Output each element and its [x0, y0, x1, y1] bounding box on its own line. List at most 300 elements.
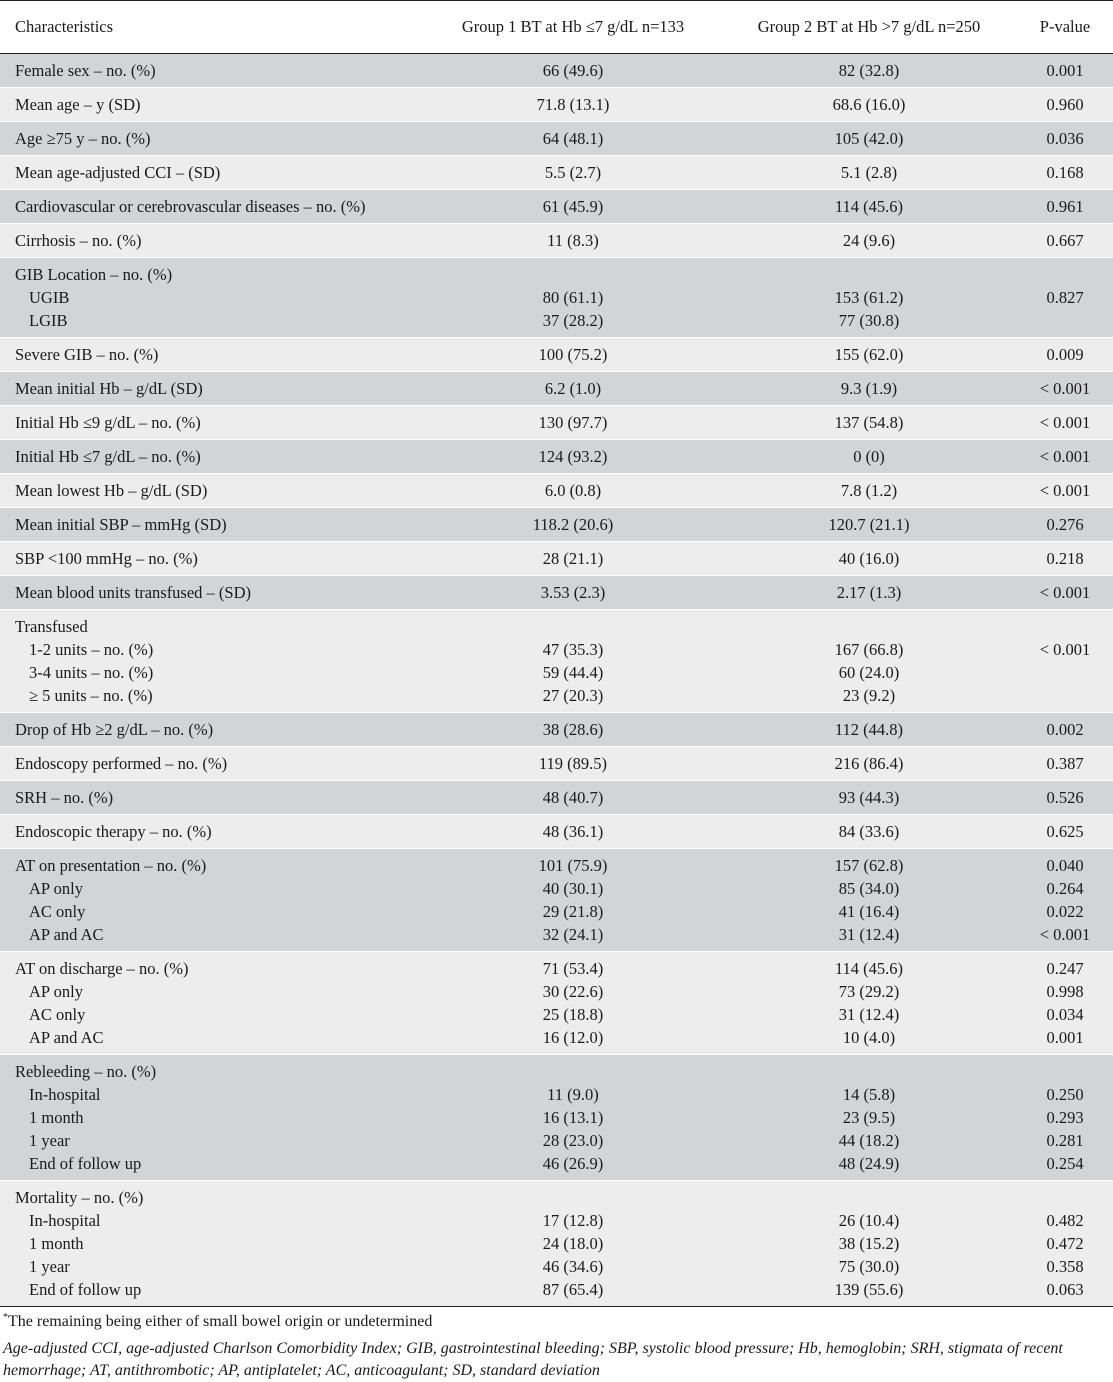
- characteristic-text: AC only: [29, 902, 86, 921]
- table-row: [0, 952, 1113, 1055]
- group-2-value-cell: [721, 576, 1017, 610]
- group-2-value-cell: [721, 258, 1017, 338]
- group-1-value-text: 27 (20.3): [542, 686, 604, 705]
- group-1-value-text: [425, 263, 721, 286]
- characteristic-text: Endoscopy performed – no. (%): [15, 754, 228, 773]
- group-2-value-text: 14 (5.8): [842, 1085, 896, 1104]
- table-row: [0, 156, 1113, 190]
- p-value-cell: [1017, 542, 1113, 576]
- group-1-value-cell: [425, 190, 721, 224]
- group-2-value-cell: [721, 713, 1017, 747]
- p-value-text: 0.960: [1046, 95, 1084, 114]
- characteristic-text: Rebleeding – no. (%): [15, 1062, 157, 1081]
- group-1-value-text: 11 (9.0): [547, 1085, 599, 1104]
- characteristic-text: LGIB: [29, 311, 68, 330]
- characteristic-text: Mean age-adjusted CCI – (SD): [15, 163, 221, 182]
- group-1-value-text: 16 (13.1): [542, 1108, 604, 1127]
- characteristic-text: Age ≥75 y – no. (%): [15, 129, 151, 148]
- header-group-1: Group 1 BT at Hb ≤7 g/dL n=133: [425, 1, 721, 54]
- table-row: [0, 508, 1113, 542]
- p-value-cell: [1017, 815, 1113, 849]
- characteristic-cell: [0, 406, 425, 440]
- characteristic-cell: [0, 88, 425, 122]
- p-value-text: 0.482: [1046, 1211, 1084, 1230]
- group-1-value-cell: [425, 576, 721, 610]
- group-1-value-cell: [425, 440, 721, 474]
- group-1-value-text: 28 (21.1): [542, 549, 604, 568]
- group-2-value-text: 139 (55.6): [834, 1280, 904, 1299]
- characteristic-cell: [0, 815, 425, 849]
- footnote: [3, 1311, 1110, 1333]
- group-2-value-cell: [721, 122, 1017, 156]
- group-1-value-text: 124 (93.2): [538, 447, 608, 466]
- group-2-value-cell: [721, 474, 1017, 508]
- characteristic-text: 3-4 units – no. (%): [29, 663, 154, 682]
- table-row: [0, 440, 1113, 474]
- characteristic-text: ≥ 5 units – no. (%): [29, 686, 153, 705]
- group-1-value-text: 6.0 (0.8): [544, 481, 602, 500]
- group-1-value-text: 16 (12.0): [542, 1028, 604, 1047]
- group-1-value-text: [425, 1186, 721, 1209]
- characteristic-cell: [0, 190, 425, 224]
- table-row: [0, 1055, 1113, 1181]
- group-2-value-text: 41 (16.4): [838, 902, 900, 921]
- group-1-value-text: 6.2 (1.0): [544, 379, 602, 398]
- p-value-cell: [1017, 576, 1113, 610]
- characteristic-text: Female sex – no. (%): [15, 61, 156, 80]
- abbreviations: Age-adjusted CCI, age-adjusted Charlson Comorbidity Index; GIB, gastrointestinal bleeding; SBP, systolic blood pressure; Hb, hemoglobin; SRH, stigmata of recent hemorrhage; AT, antithrombotic; AP, antiplatelet; AC, anticoagulant; SD, standard deviation: [3, 1340, 1063, 1379]
- p-value-text: < 0.001: [1039, 925, 1091, 944]
- header-p-value: P-value: [1017, 1, 1113, 54]
- group-1-value-cell: [425, 781, 721, 815]
- group-1-value-cell: [425, 542, 721, 576]
- group-1-value-text: 46 (34.6): [542, 1257, 604, 1276]
- group-1-value-text: 30 (22.6): [542, 982, 604, 1001]
- table-row: [0, 224, 1113, 258]
- group-2-value-cell: [721, 224, 1017, 258]
- group-1-value-text: 64 (48.1): [542, 129, 604, 148]
- p-value-cell: [1017, 338, 1113, 372]
- group-1-value-cell: [425, 747, 721, 781]
- p-value-cell: [1017, 1055, 1113, 1181]
- table-row: [0, 54, 1113, 88]
- characteristic-text: AP and AC: [29, 925, 104, 944]
- characteristic-text: Drop of Hb ≥2 g/dL – no. (%): [15, 720, 214, 739]
- p-value-text: [1017, 615, 1113, 638]
- group-1-value-text: 40 (30.1): [542, 879, 604, 898]
- group-1-value-text: 48 (36.1): [542, 822, 604, 841]
- characteristic-text: UGIB: [29, 288, 70, 307]
- characteristic-text: Cardiovascular or cerebrovascular diseases – no. (%): [15, 197, 366, 216]
- characteristic-text: 1 year: [29, 1257, 70, 1276]
- group-1-value-cell: [425, 713, 721, 747]
- p-value-text: 0.168: [1046, 163, 1084, 182]
- characteristic-text: End of follow up: [29, 1280, 142, 1299]
- p-value-text: [1017, 661, 1113, 684]
- p-value-text: 0.022: [1046, 902, 1084, 921]
- characteristic-text: SBP <100 mmHg – no. (%): [15, 549, 198, 568]
- characteristic-cell: [0, 542, 425, 576]
- group-1-value-text: 119 (89.5): [538, 754, 608, 773]
- group-1-value-text: 32 (24.1): [542, 925, 604, 944]
- group-1-value-cell: [425, 88, 721, 122]
- group-2-value-cell: [721, 88, 1017, 122]
- p-value-text: < 0.001: [1039, 640, 1091, 659]
- characteristic-text: In-hospital: [29, 1211, 101, 1230]
- group-2-value-text: 10 (4.0): [842, 1028, 896, 1047]
- p-value-text: < 0.001: [1039, 447, 1091, 466]
- characteristic-text: AT on presentation – no. (%): [15, 856, 207, 875]
- group-2-value-text: 114 (45.6): [834, 197, 904, 216]
- group-2-value-text: 9.3 (1.9): [840, 379, 898, 398]
- table-row: [0, 338, 1113, 372]
- p-value-cell: [1017, 474, 1113, 508]
- p-value-cell: [1017, 156, 1113, 190]
- p-value-text: < 0.001: [1039, 413, 1091, 432]
- p-value-cell: [1017, 1181, 1113, 1307]
- table-row: [0, 190, 1113, 224]
- group-1-value-text: 47 (35.3): [542, 640, 604, 659]
- group-1-value-text: 29 (21.8): [542, 902, 604, 921]
- table-body: [0, 54, 1113, 1307]
- group-1-value-text: 24 (18.0): [542, 1234, 604, 1253]
- p-value-text: 0.387: [1046, 754, 1084, 773]
- p-value-text: < 0.001: [1039, 481, 1091, 500]
- group-1-value-cell: [425, 156, 721, 190]
- characteristic-text: AP only: [29, 982, 83, 1001]
- characteristic-text: Mean initial Hb – g/dL (SD): [15, 379, 203, 398]
- p-value-text: 0.036: [1046, 129, 1084, 148]
- group-1-value-cell: [425, 474, 721, 508]
- group-1-value-text: 87 (65.4): [542, 1280, 604, 1299]
- group-1-value-text: 71.8 (13.1): [536, 95, 610, 114]
- characteristic-cell: [0, 258, 425, 338]
- characteristic-text: Severe GIB – no. (%): [15, 345, 159, 364]
- table-row: [0, 258, 1113, 338]
- characteristic-text: 1-2 units – no. (%): [29, 640, 154, 659]
- group-2-value-text: 137 (54.8): [834, 413, 904, 432]
- group-2-value-cell: [721, 406, 1017, 440]
- group-2-value-cell: [721, 849, 1017, 952]
- group-1-value-text: 66 (49.6): [542, 61, 604, 80]
- group-2-value-text: 68.6 (16.0): [832, 95, 906, 114]
- p-value-text: 0.961: [1046, 197, 1084, 216]
- p-value-cell: [1017, 849, 1113, 952]
- characteristic-cell: [0, 747, 425, 781]
- table-row: [0, 122, 1113, 156]
- characteristic-cell: [0, 338, 425, 372]
- group-2-value-text: [721, 615, 1017, 638]
- footnote-text: The remaining being either of small bowel origin or undetermined: [8, 1313, 433, 1330]
- group-1-value-cell: [425, 372, 721, 406]
- characteristic-text: Mean initial SBP – mmHg (SD): [15, 515, 227, 534]
- table-row: [0, 781, 1113, 815]
- p-value-text: < 0.001: [1039, 583, 1091, 602]
- characteristic-text: Mean lowest Hb – g/dL (SD): [15, 481, 208, 500]
- p-value-text: 0.002: [1046, 720, 1084, 739]
- characteristic-cell: [0, 440, 425, 474]
- table-row: [0, 406, 1113, 440]
- p-value-text: 0.063: [1046, 1280, 1084, 1299]
- table-row: [0, 815, 1113, 849]
- group-1-value-cell: [425, 338, 721, 372]
- group-2-value-text: 167 (66.8): [834, 640, 904, 659]
- p-value-text: 0.625: [1046, 822, 1084, 841]
- table-header: [0, 1, 1113, 54]
- table-row: [0, 474, 1113, 508]
- group-2-value-cell: [721, 815, 1017, 849]
- characteristic-cell: [0, 508, 425, 542]
- p-value-text: 0.281: [1046, 1131, 1084, 1150]
- group-1-value-cell: [425, 1055, 721, 1181]
- group-1-value-text: 61 (45.9): [542, 197, 604, 216]
- p-value-text: [1017, 684, 1113, 707]
- characteristic-text: 1 month: [29, 1108, 84, 1127]
- group-2-value-text: 216 (86.4): [834, 754, 904, 773]
- group-1-value-text: 5.5 (2.7): [544, 163, 602, 182]
- group-2-value-text: 23 (9.2): [842, 686, 896, 705]
- group-1-value-text: 130 (97.7): [538, 413, 608, 432]
- group-1-value-cell: [425, 815, 721, 849]
- characteristic-cell: [0, 372, 425, 406]
- characteristic-cell: [0, 576, 425, 610]
- table-row: [0, 849, 1113, 952]
- p-value-text: [1017, 309, 1113, 332]
- characteristic-text: GIB Location – no. (%): [15, 265, 173, 284]
- p-value-text: 0.254: [1046, 1154, 1084, 1173]
- p-value-cell: [1017, 122, 1113, 156]
- group-2-value-text: [721, 1186, 1017, 1209]
- group-2-value-text: 31 (12.4): [838, 1005, 900, 1024]
- group-2-value-text: 75 (30.0): [838, 1257, 900, 1276]
- group-1-value-cell: [425, 122, 721, 156]
- p-value-text: 0.264: [1046, 879, 1084, 898]
- group-1-value-cell: [425, 952, 721, 1055]
- characteristic-cell: [0, 224, 425, 258]
- group-2-value-text: 26 (10.4): [838, 1211, 900, 1230]
- group-1-value-text: 48 (40.7): [542, 788, 604, 807]
- table-row: [0, 88, 1113, 122]
- p-value-text: 0.827: [1046, 288, 1084, 307]
- p-value-cell: [1017, 781, 1113, 815]
- characteristic-text: Cirrhosis – no. (%): [15, 231, 142, 250]
- group-1-value-text: 17 (12.8): [542, 1211, 604, 1230]
- group-2-value-text: 44 (18.2): [838, 1131, 900, 1150]
- p-value-cell: [1017, 747, 1113, 781]
- characteristic-text: Initial Hb ≤7 g/dL – no. (%): [15, 447, 201, 466]
- group-2-value-text: 38 (15.2): [838, 1234, 900, 1253]
- group-2-value-cell: [721, 610, 1017, 713]
- characteristic-cell: [0, 849, 425, 952]
- group-2-value-cell: [721, 372, 1017, 406]
- characteristic-text: Mortality – no. (%): [15, 1188, 144, 1207]
- table-row: [0, 1181, 1113, 1307]
- characteristic-cell: [0, 122, 425, 156]
- group-2-value-cell: [721, 542, 1017, 576]
- group-2-value-cell: [721, 1055, 1017, 1181]
- p-value-text: 0.009: [1046, 345, 1084, 364]
- p-value-text: < 0.001: [1039, 379, 1091, 398]
- group-2-value-cell: [721, 747, 1017, 781]
- header-group-2: Group 2 BT at Hb >7 g/dL n=250: [721, 1, 1017, 54]
- group-2-value-text: 120.7 (21.1): [828, 515, 910, 534]
- table-row: [0, 610, 1113, 713]
- characteristic-text: AP only: [29, 879, 83, 898]
- characteristic-cell: [0, 952, 425, 1055]
- group-2-value-text: 60 (24.0): [838, 663, 900, 682]
- p-value-cell: [1017, 440, 1113, 474]
- p-value-cell: [1017, 713, 1113, 747]
- p-value-text: 0.472: [1046, 1234, 1084, 1253]
- group-1-value-cell: [425, 610, 721, 713]
- characteristic-text: AT on discharge – no. (%): [15, 959, 189, 978]
- group-2-value-text: 157 (62.8): [834, 856, 904, 875]
- characteristic-cell: [0, 54, 425, 88]
- p-value-cell: [1017, 54, 1113, 88]
- p-value-text: 0.218: [1046, 549, 1084, 568]
- p-value-text: 0.276: [1046, 515, 1084, 534]
- group-1-value-text: 3.53 (2.3): [540, 583, 606, 602]
- group-2-value-text: 155 (62.0): [834, 345, 904, 364]
- group-2-value-text: 40 (16.0): [838, 549, 900, 568]
- group-1-value-cell: [425, 258, 721, 338]
- group-2-value-text: 85 (34.0): [838, 879, 900, 898]
- group-1-value-cell: [425, 224, 721, 258]
- group-2-value-text: 153 (61.2): [834, 288, 904, 307]
- group-2-value-cell: [721, 952, 1017, 1055]
- group-1-value-text: 46 (26.9): [542, 1154, 604, 1173]
- group-2-value-cell: [721, 338, 1017, 372]
- group-2-value-text: 31 (12.4): [838, 925, 900, 944]
- group-1-value-text: 80 (61.1): [542, 288, 604, 307]
- group-2-value-text: 23 (9.5): [842, 1108, 896, 1127]
- group-1-value-text: 28 (23.0): [542, 1131, 604, 1150]
- group-2-value-text: 7.8 (1.2): [840, 481, 898, 500]
- group-2-value-text: 93 (44.3): [838, 788, 900, 807]
- group-1-value-cell: [425, 849, 721, 952]
- p-value-text: 0.040: [1046, 856, 1084, 875]
- group-2-value-cell: [721, 190, 1017, 224]
- p-value-text: [1017, 1060, 1113, 1083]
- characteristic-cell: [0, 474, 425, 508]
- p-value-text: 0.358: [1046, 1257, 1084, 1276]
- characteristic-text: Mean age – y (SD): [15, 95, 141, 114]
- group-2-value-cell: [721, 54, 1017, 88]
- p-value-text: 0.667: [1046, 231, 1084, 250]
- header-characteristics: Characteristics: [0, 1, 425, 54]
- p-value-cell: [1017, 258, 1113, 338]
- table-row: [0, 576, 1113, 610]
- characteristic-text: AC only: [29, 1005, 86, 1024]
- group-2-value-text: 112 (44.8): [834, 720, 904, 739]
- group-2-value-text: 24 (9.6): [842, 231, 896, 250]
- p-value-cell: [1017, 952, 1113, 1055]
- characteristic-cell: [0, 1181, 425, 1307]
- characteristic-text: SRH – no. (%): [15, 788, 114, 807]
- group-1-value-cell: [425, 508, 721, 542]
- group-1-value-text: 25 (18.8): [542, 1005, 604, 1024]
- group-2-value-text: 114 (45.6): [834, 959, 904, 978]
- group-2-value-text: 77 (30.8): [838, 311, 900, 330]
- group-2-value-cell: [721, 1181, 1017, 1307]
- p-value-cell: [1017, 190, 1113, 224]
- table-row: [0, 372, 1113, 406]
- group-2-value-cell: [721, 440, 1017, 474]
- group-2-value-cell: [721, 156, 1017, 190]
- group-2-value-text: 0 (0): [853, 447, 885, 466]
- footnote-marker: *: [3, 1312, 8, 1323]
- group-1-value-text: 118.2 (20.6): [532, 515, 614, 534]
- group-2-value-text: [721, 263, 1017, 286]
- table-row: [0, 713, 1113, 747]
- characteristic-cell: [0, 781, 425, 815]
- characteristic-text: AP and AC: [29, 1028, 104, 1047]
- characteristic-text: Initial Hb ≤9 g/dL – no. (%): [15, 413, 201, 432]
- characteristic-cell: [0, 1055, 425, 1181]
- p-value-text: 0.250: [1046, 1085, 1084, 1104]
- characteristic-text: Endoscopic therapy – no. (%): [15, 822, 212, 841]
- p-value-text: 0.526: [1046, 788, 1084, 807]
- p-value-text: [1017, 1186, 1113, 1209]
- group-2-value-text: 2.17 (1.3): [836, 583, 902, 602]
- group-2-value-text: 105 (42.0): [834, 129, 904, 148]
- p-value-cell: [1017, 372, 1113, 406]
- group-1-value-text: 37 (28.2): [542, 311, 604, 330]
- group-1-value-text: 101 (75.9): [538, 856, 608, 875]
- group-1-value-text: 59 (44.4): [542, 663, 604, 682]
- group-1-value-text: 71 (53.4): [542, 959, 604, 978]
- p-value-text: 0.293: [1046, 1108, 1084, 1127]
- group-2-value-text: 82 (32.8): [838, 61, 900, 80]
- group-2-value-text: 84 (33.6): [838, 822, 900, 841]
- p-value-cell: [1017, 406, 1113, 440]
- characteristic-cell: [0, 156, 425, 190]
- p-value-text: 0.247: [1046, 959, 1084, 978]
- p-value-text: 0.001: [1046, 61, 1084, 80]
- p-value-cell: [1017, 508, 1113, 542]
- table-notes: [0, 1307, 1113, 1382]
- group-2-value-cell: [721, 781, 1017, 815]
- characteristic-text: 1 year: [29, 1131, 70, 1150]
- characteristic-cell: [0, 713, 425, 747]
- p-value-text: 0.034: [1046, 1005, 1084, 1024]
- characteristic-text: Mean blood units transfused – (SD): [15, 583, 252, 602]
- group-1-value-cell: [425, 1181, 721, 1307]
- table-row: [0, 747, 1113, 781]
- group-1-value-text: 100 (75.2): [538, 345, 608, 364]
- characteristic-text: End of follow up: [29, 1154, 142, 1173]
- characteristic-text: In-hospital: [29, 1085, 101, 1104]
- p-value-cell: [1017, 224, 1113, 258]
- group-2-value-text: [721, 1060, 1017, 1083]
- group-1-value-cell: [425, 406, 721, 440]
- p-value-text: 0.998: [1046, 982, 1084, 1001]
- group-1-value-text: [425, 615, 721, 638]
- group-2-value-text: 48 (24.9): [838, 1154, 900, 1173]
- group-2-value-cell: [721, 508, 1017, 542]
- characteristic-text: 1 month: [29, 1234, 84, 1253]
- group-1-value-text: [425, 1060, 721, 1083]
- p-value-cell: [1017, 610, 1113, 713]
- group-1-value-cell: [425, 54, 721, 88]
- group-2-value-text: 5.1 (2.8): [840, 163, 898, 182]
- characteristic-text: Transfused: [15, 617, 88, 636]
- table-row: [0, 542, 1113, 576]
- p-value-text: 0.001: [1046, 1028, 1084, 1047]
- group-1-value-text: 11 (8.3): [547, 231, 599, 250]
- p-value-text: [1017, 263, 1113, 286]
- p-value-cell: [1017, 88, 1113, 122]
